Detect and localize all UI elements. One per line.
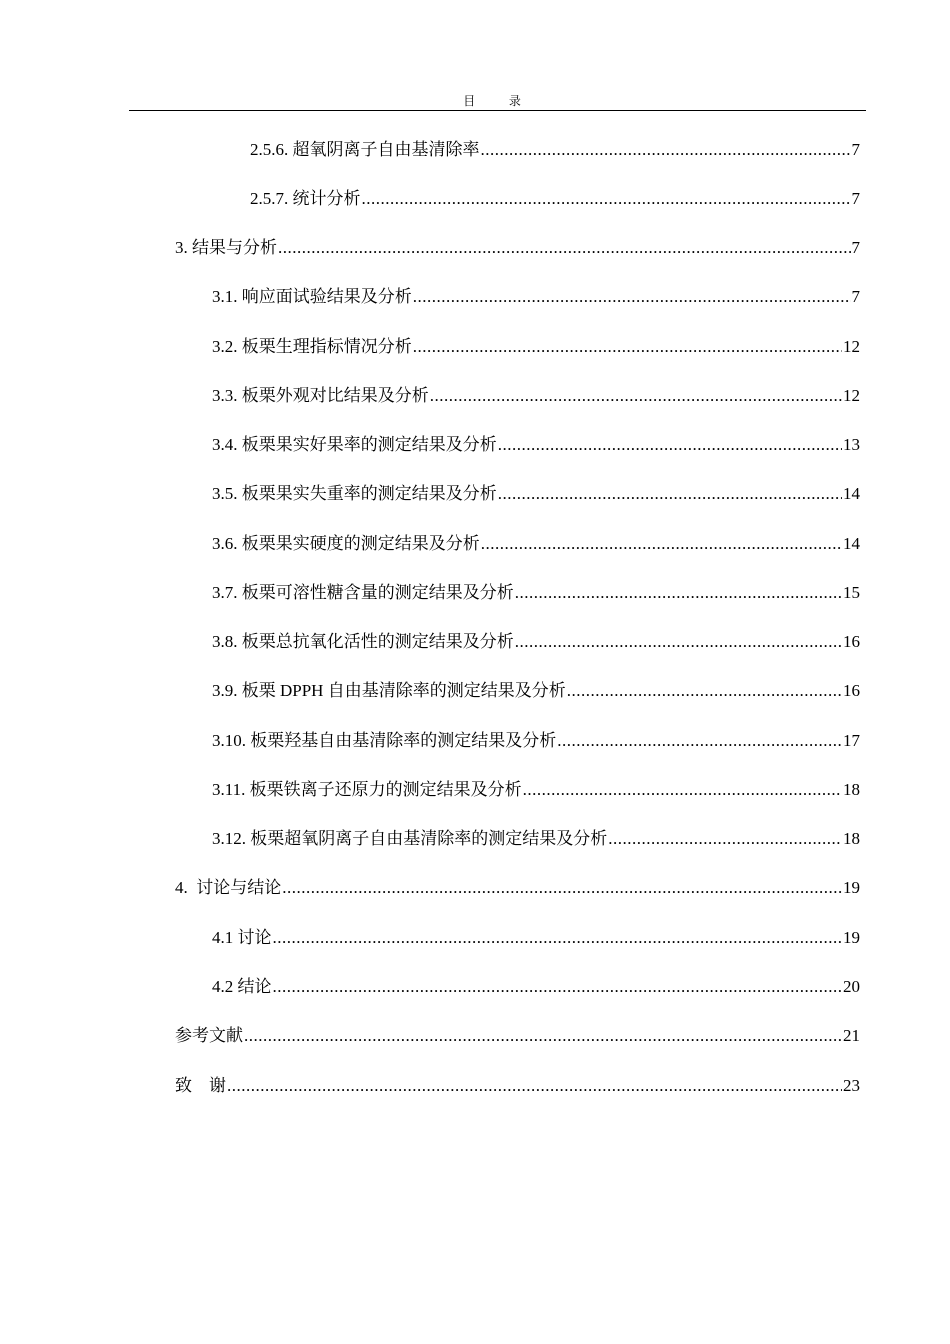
toc-dot-leader [523, 779, 842, 801]
toc-dot-leader [481, 139, 851, 161]
toc-entry-references[interactable] [175, 1025, 860, 1047]
toc-dot-leader [557, 730, 842, 752]
toc-entry-3-8[interactable] [212, 631, 860, 653]
toc-page-number: 14 [843, 484, 860, 503]
toc-entry-3-9[interactable] [212, 680, 860, 702]
toc-entry-label: 3.4. 板栗果实好果率的测定结果及分析 [212, 435, 497, 454]
toc-dot-leader [244, 1025, 842, 1047]
toc-page-number: 16 [843, 632, 860, 651]
toc-entry-4[interactable] [175, 877, 860, 899]
toc-entry-label: 3.3. 板栗外观对比结果及分析 [212, 386, 429, 405]
toc-entry-label: 致 谢 [175, 1076, 226, 1095]
toc-entry-3-10[interactable] [212, 730, 860, 752]
toc-dot-leader [273, 976, 843, 998]
toc-page-number: 20 [843, 977, 860, 996]
toc-entry-label: 4.1 讨论 [212, 928, 272, 947]
toc-entry-label: 2.5.6. 超氧阴离子自由基清除率 [250, 140, 480, 159]
toc-dot-leader [273, 927, 843, 949]
toc-dot-leader [515, 582, 842, 604]
toc-entry-4-1[interactable] [212, 927, 860, 949]
toc-page-number: 7 [851, 140, 860, 159]
toc-entry-3[interactable] [175, 237, 860, 259]
toc-dot-leader [362, 188, 851, 210]
toc-entry-label: 4.2 结论 [212, 977, 272, 996]
toc-entry-label: 3.11. 板栗铁离子还原力的测定结果及分析 [212, 780, 522, 799]
toc-entry-2-5-6[interactable] [250, 139, 860, 161]
toc-entry-label: 参考文献 [175, 1026, 243, 1045]
toc-entry-3-12[interactable] [212, 828, 860, 850]
toc-page-number: 16 [843, 681, 860, 700]
toc-entry-label: 4. 讨论与结论 [175, 878, 282, 897]
toc-dot-leader [498, 434, 842, 456]
toc-entry-label: 3.9. 板栗 DPPH 自由基清除率的测定结果及分析 [212, 681, 566, 700]
toc-entry-3-7[interactable] [212, 582, 860, 604]
toc-page-number: 12 [843, 337, 860, 356]
toc-dot-leader [481, 533, 842, 555]
toc-entry-3-11[interactable] [212, 779, 860, 801]
toc-page-number: 18 [843, 829, 860, 848]
toc-entry-label: 3.12. 板栗超氧阴离子自由基清除率的测定结果及分析 [212, 829, 608, 848]
toc-entry-label: 3.7. 板栗可溶性糖含量的测定结果及分析 [212, 583, 514, 602]
toc-page-number: 23 [843, 1076, 860, 1095]
toc-page-number: 18 [843, 780, 860, 799]
toc-entry-3-4[interactable] [212, 434, 860, 456]
toc-dot-leader [282, 877, 842, 899]
toc-dot-leader [567, 680, 842, 702]
toc-entry-acknowledgements[interactable] [175, 1075, 860, 1097]
toc-dot-leader [608, 828, 842, 850]
toc-page-number: 19 [843, 928, 860, 947]
toc-page-number: 17 [843, 731, 860, 750]
toc-page-number: 21 [843, 1026, 860, 1045]
toc-entry-label: 3.6. 板栗果实硬度的测定结果及分析 [212, 534, 480, 553]
toc-entry-3-6[interactable] [212, 533, 860, 555]
toc-page-number: 15 [843, 583, 860, 602]
toc-entry-3-1[interactable] [212, 286, 860, 308]
toc-page-number: 7 [851, 287, 860, 306]
toc-dot-leader [227, 1075, 842, 1097]
toc-page-number: 14 [843, 534, 860, 553]
toc-entry-3-5[interactable] [212, 483, 860, 505]
toc-entry-label: 3. 结果与分析 [175, 238, 277, 257]
toc-entry-4-2[interactable] [212, 976, 860, 998]
toc-dot-leader [413, 336, 842, 358]
toc-entry-2-5-7[interactable] [250, 188, 860, 210]
toc-page-number: 7 [851, 189, 860, 208]
toc-entry-3-3[interactable] [212, 385, 860, 407]
toc-entry-label: 3.10. 板栗羟基自由基清除率的测定结果及分析 [212, 731, 557, 750]
page-header: 目 录 [129, 93, 866, 111]
toc-page-number: 19 [843, 878, 860, 897]
toc-entry-label: 3.1. 响应面试验结果及分析 [212, 287, 412, 306]
toc-dot-leader [430, 385, 842, 407]
toc-entry-label: 3.5. 板栗果实失重率的测定结果及分析 [212, 484, 497, 503]
toc-dot-leader [278, 237, 851, 259]
toc-page-number: 12 [843, 386, 860, 405]
toc-dot-leader [498, 483, 842, 505]
toc-page-number: 13 [843, 435, 860, 454]
toc-entry-label: 2.5.7. 统计分析 [250, 189, 361, 208]
toc-entry-label: 3.8. 板栗总抗氧化活性的测定结果及分析 [212, 632, 514, 651]
toc-dot-leader [515, 631, 842, 653]
toc-dot-leader [413, 286, 851, 308]
toc-entry-label: 3.2. 板栗生理指标情况分析 [212, 337, 412, 356]
toc-entry-3-2[interactable] [212, 336, 860, 358]
toc-page-number: 7 [851, 238, 860, 257]
